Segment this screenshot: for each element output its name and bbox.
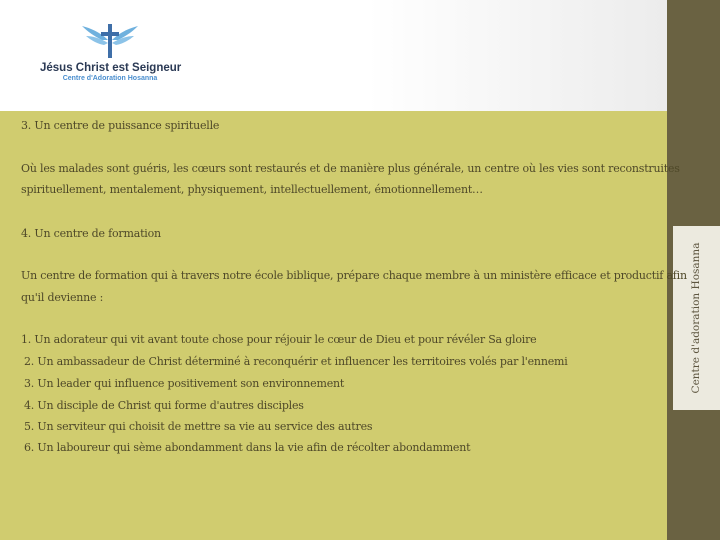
sidebar-label: Centre d'adoration Hosanna (690, 242, 702, 394)
winged-cross-logo-icon (80, 22, 140, 60)
list-item: 4. Un disciple de Christ qui forme d'autres disciples (24, 399, 304, 412)
list-item: 5. Un serviteur qui choisit de mettre sa vie au service des autres (24, 420, 373, 433)
header (0, 0, 667, 111)
section-4-paragraph-line-2: qu'il devienne : (21, 291, 104, 304)
section-4-heading: 4. Un centre de formation (21, 227, 161, 240)
logo (40, 22, 180, 82)
list-item: 6. Un laboureur qui sème abondamment dans la vie afin de récolter abondamment (24, 441, 471, 454)
section-4-paragraph-line-1: Un centre de formation qui à travers notre école biblique, prépare chaque membre à un ministère efficace et productif afin (21, 269, 687, 282)
logo-subtitle: Centre d'Adoration Hosanna (62, 75, 158, 82)
content (0, 111, 687, 540)
section-3-paragraph-line-2: spirituellement, mentalement, physiquement, intellectuellement, émotionnellement… (21, 183, 483, 196)
logo-title: Jésus Christ est Seigneur (40, 62, 182, 74)
section-3-heading: 3. Un centre de puissance spirituelle (21, 119, 220, 132)
list-item: 2. Un ambassadeur de Christ déterminé à reconquérir et influencer les territoires volés par l'ennemi (24, 355, 568, 368)
section-3-paragraph-line-1: Où les malades sont guéris, les cœurs sont restaurés et de manière plus générale, un centre où les vies sont reconstruites (21, 162, 680, 175)
list-item: 3. Un leader qui influence positivement son environnement (24, 377, 345, 390)
list-item: 1. Un adorateur qui vit avant toute chose pour réjouir le cœur de Dieu et pour révéler Sa gloire (21, 333, 537, 346)
